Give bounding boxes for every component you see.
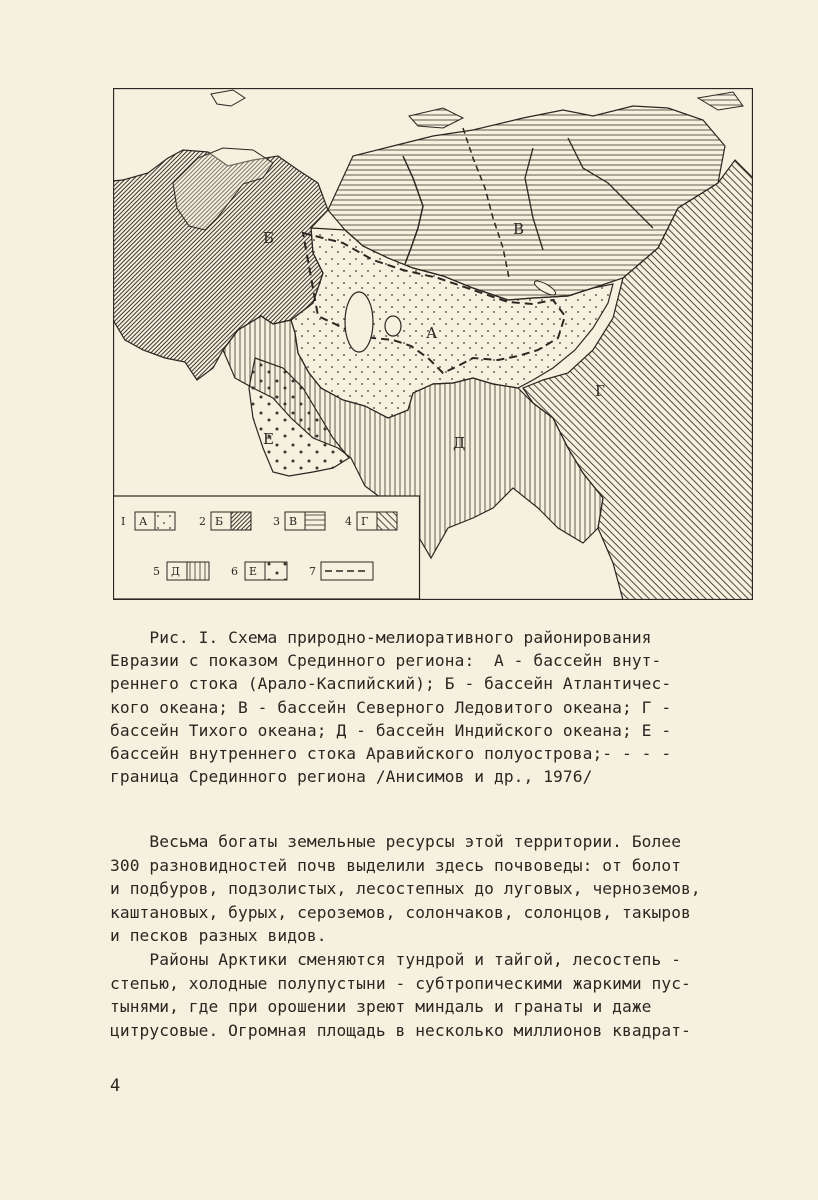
legend-letter-4: Г [361, 515, 369, 528]
body-line: и песков разных видов. [110, 926, 327, 946]
body-line: Районы Арктики сменяются тундрой и тайгой, лесостепь - [110, 949, 682, 969]
map-legend [114, 496, 420, 599]
legend-num-1: I [121, 515, 126, 528]
legend-letter-5: Д [171, 565, 180, 578]
legend-letter-3: В [289, 515, 298, 528]
body-line: степью, холодные полупустыни - субтропическими жаркими пус- [110, 973, 691, 993]
eurasia-map-figure [113, 88, 753, 600]
map-label-G: Г [595, 382, 605, 400]
legend-letter-6: Е [249, 565, 258, 578]
body-line: цитрусовые. Огромная площадь в несколько миллионов квадрат- [110, 1020, 691, 1040]
caption-line: граница Срединного региона /Анисимов и др., 1976/ [110, 767, 593, 787]
caption-line: бассейн Тихого океана; Д - бассейн Индийского океана; Е - [110, 720, 672, 740]
caption-line: реннего стока (Арало-Каспийский); Б - бассейн Атлантичес- [110, 674, 672, 694]
island-outline [211, 90, 245, 106]
map-label-E: Е [263, 430, 274, 448]
map-label-V: В [513, 220, 525, 238]
legend-letter-2: Б [215, 515, 224, 528]
map-label-B: Б [263, 229, 275, 247]
legend-letter-1: А [139, 515, 148, 528]
body-paragraphs [110, 830, 730, 1042]
body-line: тынями, где при орошении зреют миндаль и гранаты и даже [110, 997, 652, 1017]
legend-num-4: 4 [345, 515, 352, 528]
caspian-sea [345, 292, 373, 352]
caption-line: Рис. I. Схема природно-мелиоративного районирования [110, 628, 652, 647]
page-number: 4 [110, 1076, 121, 1096]
caption-line: Евразии с показом Срединного региона: А - бассейн внут- [110, 651, 662, 671]
figure-caption [110, 626, 730, 788]
island-outline [698, 92, 743, 110]
legend-num-5: 5 [153, 565, 160, 578]
caption-line: кого океана; В - бассейн Северного Ледовитого океана; Г - [110, 697, 672, 717]
caption-line: бассейн внутреннего стока Аравийского полуострова;- - - - [110, 744, 672, 764]
legend-num-2: 2 [199, 515, 206, 528]
body-line: Весьма богаты земельные ресурсы этой территории. Более [110, 832, 682, 851]
legend-num-6: 6 [231, 565, 238, 578]
body-line: каштановых, бурых, сероземов, солончаков, солонцов, такыров [110, 902, 691, 922]
legend-num-3: 3 [273, 515, 280, 528]
legend-num-7: 7 [309, 565, 316, 578]
body-line: 300 разновидностей почв выделили здесь почвоведы: от болот [110, 855, 682, 875]
aral-sea [385, 316, 401, 336]
island-outline [409, 108, 463, 128]
body-line: и подбуров, подзолистых, лесостепных до луговых, черноземов, [110, 879, 701, 899]
map-label-A: А [426, 324, 438, 342]
map-label-D: Д [453, 434, 466, 452]
